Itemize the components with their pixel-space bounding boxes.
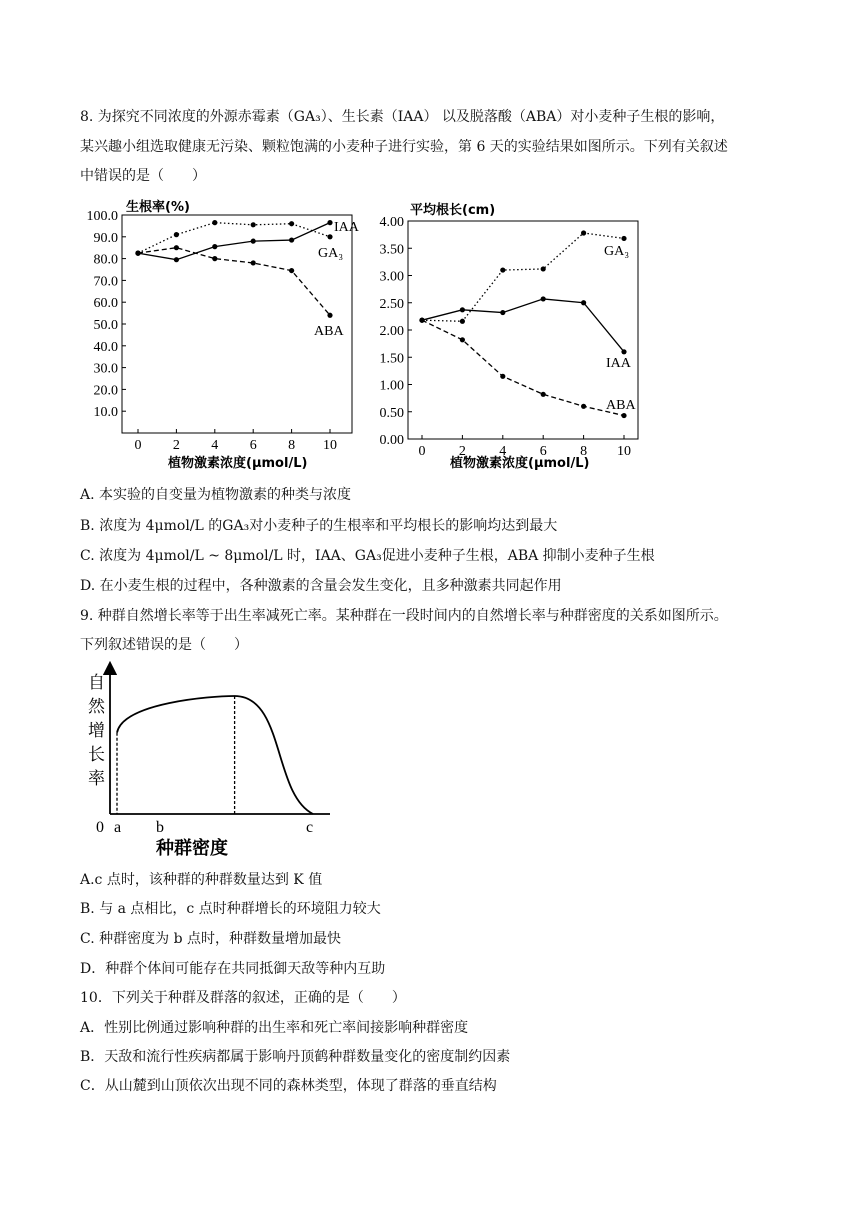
series-line-ga <box>422 233 624 321</box>
rooting-rate-label-ga3: GA₃ <box>318 246 344 261</box>
y-tick-label: 90.0 <box>93 230 118 246</box>
growth-rate-curve <box>117 696 313 814</box>
y-tick-label: 20.0 <box>93 383 118 399</box>
y-tick-label: 80.0 <box>93 252 118 268</box>
data-point <box>419 318 424 323</box>
y-label-char: 自 <box>88 673 105 692</box>
data-point <box>289 237 294 242</box>
data-point <box>327 220 332 225</box>
root-length-x-label: 植物激素浓度(μmol/L) <box>450 456 590 471</box>
y-tick-label: 60.0 <box>93 296 118 312</box>
data-point <box>289 221 294 226</box>
q10-option-c: C．从山麓到山顶依次出现不同的森林类型，体现了群落的垂直结构 <box>80 1078 497 1094</box>
x-tick-label: 0 <box>418 444 426 459</box>
q8-stem-line-1: 8. 为探究不同浓度的外源赤霉素（GA₃）、生长素（IAA） 以及脱落酸（ABA）对小麦种子生根的影响， <box>80 109 725 125</box>
x-tick-label: 6 <box>539 444 547 459</box>
y-tick-label: 0.00 <box>379 433 404 448</box>
data-point <box>541 266 546 271</box>
y-label-char: 增 <box>88 721 105 740</box>
q9-stem-line-1: 9. 种群自然增长率等于出生率减死亡率。某种群在一段时间内的自然增长率与种群密度的关系如图所示。 <box>80 608 728 624</box>
x-tick-label: 2 <box>172 438 180 453</box>
q9-option-a: A.c 点时，该种群的种群数量达到 K 值 <box>80 872 323 888</box>
x-tick-label: 10 <box>617 444 631 459</box>
rooting-rate-chart-title: 生根率(%) <box>126 200 190 215</box>
data-point <box>460 319 465 324</box>
growth-rate-x-label: 种群密度 <box>156 838 228 859</box>
rooting-rate-series <box>135 220 332 318</box>
growth-rate-point-b: b <box>156 819 164 836</box>
y-tick-label: 4.00 <box>379 215 404 230</box>
data-point <box>581 230 586 235</box>
growth-rate-point-c: c <box>306 819 314 836</box>
series-line-aba <box>422 320 624 415</box>
x-tick-label: 8 <box>288 438 296 453</box>
y-tick-label: 1.00 <box>379 378 404 394</box>
data-point <box>174 232 179 237</box>
data-point <box>581 404 586 409</box>
root-length-chart <box>364 195 664 475</box>
data-point <box>621 413 626 418</box>
y-tick-label: 30.0 <box>93 361 118 377</box>
y-tick-label: 2.00 <box>379 324 404 339</box>
x-tick-label: 2 <box>458 444 466 459</box>
y-tick-label: 50.0 <box>93 318 118 333</box>
q8-option-b: B. 浓度为 4μmol/L 的GA₃对小麦种子的生根率和平均根长的影响均达到最大 <box>80 518 558 534</box>
data-point <box>251 260 256 265</box>
root-length-series <box>419 230 626 418</box>
y-label-char: 长 <box>88 745 105 764</box>
x-tick-label: 4 <box>211 438 219 453</box>
rooting-rate-chart <box>80 195 370 475</box>
data-point <box>135 251 140 256</box>
rooting-rate-x-label: 植物激素浓度(μmol/L) <box>168 456 308 471</box>
root-length-chart-title: 平均根长(cm) <box>410 203 496 218</box>
data-point <box>212 220 217 225</box>
q8-option-c: C. 浓度为 4μmol/L ~ 8μmol/L 时，IAA、GA₃促进小麦种子生根，ABA 抑制小麦种子生根 <box>80 548 655 564</box>
data-point <box>289 268 294 273</box>
q8-stem-line-3: 中错误的是（ ） <box>80 168 206 184</box>
data-point <box>460 337 465 342</box>
x-tick-label: 6 <box>249 438 257 453</box>
data-point <box>251 239 256 244</box>
data-point <box>174 245 179 250</box>
q10-option-a: A．性别比例通过影响种群的出生率和死亡率间接影响种群密度 <box>80 1020 469 1036</box>
y-tick-label: 100.0 <box>86 209 118 224</box>
data-point <box>541 296 546 301</box>
q9-option-c: C. 种群密度为 b 点时，种群数量增加最快 <box>80 931 341 947</box>
y-label-char: 然 <box>88 697 105 716</box>
series-line-iaa <box>422 299 624 352</box>
data-point <box>541 392 546 397</box>
rooting-rate-label-iaa: IAA <box>334 220 359 235</box>
y-tick-label: 10.0 <box>93 405 118 421</box>
growth-rate-point-a: a <box>114 819 122 836</box>
rooting-rate-label-aba: ABA <box>314 324 344 339</box>
growth-rate-origin-label: 0 <box>96 819 104 836</box>
data-point <box>500 374 505 379</box>
y-tick-label: 70.0 <box>93 274 118 290</box>
y-tick-label: 3.50 <box>379 242 404 258</box>
data-point <box>500 267 505 272</box>
x-tick-label: 0 <box>134 438 142 453</box>
root-length-label-aba: ABA <box>606 398 636 413</box>
data-point <box>212 244 217 249</box>
root-length-label-ga3: GA₃ <box>604 244 630 259</box>
data-point <box>581 300 586 305</box>
data-point <box>174 257 179 262</box>
y-tick-label: 3.00 <box>379 269 404 285</box>
x-tick-label: 8 <box>580 444 588 459</box>
q8-option-a: A. 本实验的自变量为植物激素的种类与浓度 <box>80 487 352 503</box>
y-tick-label: 1.50 <box>379 351 404 367</box>
data-point <box>500 310 505 315</box>
q10-stem: 10．下列关于种群及群落的叙述，正确的是（ ） <box>80 990 406 1006</box>
y-tick-label: 2.50 <box>379 296 404 312</box>
data-point <box>327 234 332 239</box>
q10-option-b: B．天敌和流行性疾病都属于影响丹顶鹤种群数量变化的密度制约因素 <box>80 1049 511 1065</box>
q9-stem-line-2: 下列叙述错误的是（ ） <box>80 637 248 653</box>
data-point <box>327 313 332 318</box>
series-line-iaa <box>138 223 330 260</box>
q8-stem-line-2: 某兴趣小组选取健康无污染、颗粒饱满的小麦种子进行实验，第 6 天的实验结果如图所示。下列有关叙述 <box>80 139 728 155</box>
data-point <box>621 349 626 354</box>
data-point <box>212 256 217 261</box>
series-line-ga <box>138 223 330 254</box>
growth-rate-y-label <box>88 673 106 788</box>
y-tick-label: 40.0 <box>93 339 118 355</box>
y-label-char: 率 <box>88 769 105 788</box>
root-length-label-iaa: IAA <box>606 356 631 371</box>
data-point <box>251 222 256 227</box>
x-tick-label: 10 <box>323 438 337 453</box>
q8-option-d: D. 在小麦生根的过程中，各种激素的含量会发生变化，且多种激素共同起作用 <box>80 578 562 594</box>
growth-rate-chart <box>80 660 340 860</box>
y-tick-label: 0.50 <box>379 405 404 421</box>
q9-option-b: B. 与 a 点相比，c 点时种群增长的环境阻力较大 <box>80 901 381 917</box>
data-point <box>460 307 465 312</box>
root-length-y-ticks <box>380 215 413 448</box>
x-tick-label: 4 <box>499 444 507 459</box>
rooting-rate-y-ticks <box>87 209 127 420</box>
q9-option-d: D．种群个体间可能存在共同抵御天敌等种内互助 <box>80 961 386 977</box>
data-point <box>621 236 626 241</box>
